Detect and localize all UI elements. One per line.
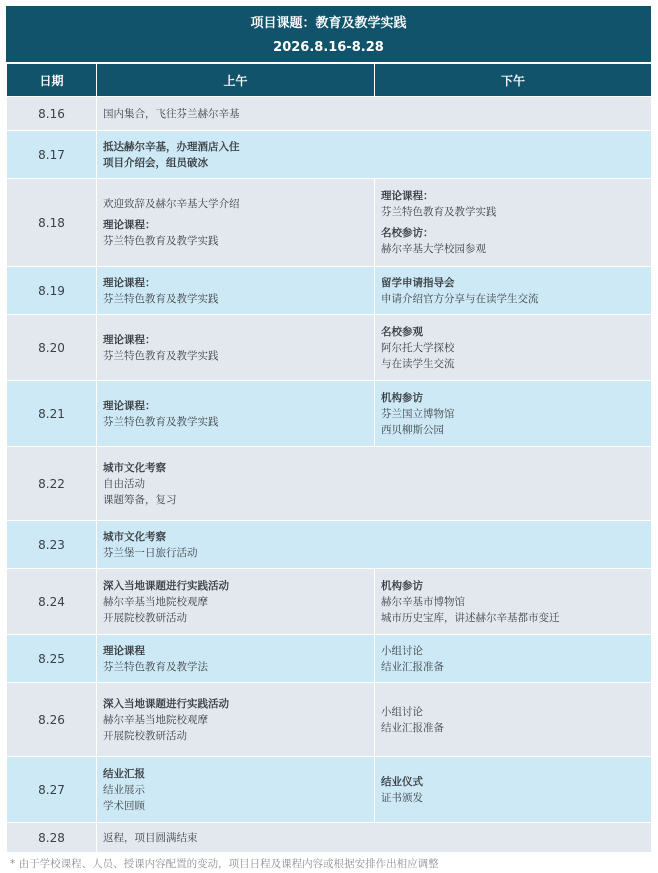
activity-line: 机构参访 — [381, 579, 423, 592]
activity-line: 深入当地课题进行实践活动 — [103, 579, 229, 592]
table-row — [7, 447, 652, 521]
row-date: 8.16 — [7, 97, 97, 131]
morning-cell — [97, 381, 375, 447]
header-morning: 上午 — [97, 64, 375, 97]
table-row — [7, 381, 652, 447]
activity-line: 理论课程： — [381, 190, 434, 202]
afternoon-cell — [375, 683, 652, 757]
activity-line: 城市文化考察 — [103, 461, 166, 474]
activity-line: 芬兰特色教育及教学实践 — [103, 292, 219, 305]
row-date: 8.26 — [7, 683, 97, 757]
activity-line: 返程，项目圆满结束 — [103, 831, 198, 844]
schedule-title: 项目课题：教育及教学实践 — [250, 16, 407, 31]
row-date: 8.21 — [7, 381, 97, 447]
table-row — [7, 757, 652, 823]
activity-line: 理论课程： — [103, 399, 156, 412]
activity-line: 结业汇报准备 — [381, 660, 444, 673]
activity-line: 结业汇报 — [103, 767, 145, 780]
table-row — [7, 179, 652, 267]
activity-line: 芬兰特色教育及教学法 — [103, 660, 208, 673]
activity-line: 理论课程： — [103, 333, 156, 346]
activity-line: 开展院校教研活动 — [103, 729, 187, 742]
activity-line: 芬兰特色教育及教学实践 — [103, 349, 219, 362]
activity-line: 机构参访 — [381, 391, 423, 404]
activity-line: 城市历史宝库，讲述赫尔辛基都市变迁 — [381, 611, 560, 624]
afternoon-cell — [375, 381, 652, 447]
afternoon-cell — [375, 635, 652, 683]
activity-line: 学术回顾 — [103, 799, 145, 812]
morning-cell — [97, 683, 375, 757]
activity-line: 结业仪式 — [381, 775, 423, 788]
morning-cell — [97, 267, 375, 315]
schedule-container — [6, 6, 651, 853]
activity-line: 芬兰特色教育及教学实践 — [103, 235, 219, 247]
activity-line: 证书颁发 — [381, 791, 423, 804]
activity-line: 小组讨论 — [381, 705, 423, 718]
activity-line: 赫尔辛基大学校园参观 — [381, 243, 486, 255]
afternoon-cell — [375, 569, 652, 635]
activity-line: 深入当地课题进行实践活动 — [103, 697, 229, 710]
activity-line: 与在读学生交流 — [381, 357, 455, 370]
activity-line: 理论课程 — [103, 644, 145, 657]
activity-line: 开展院校教研活动 — [103, 611, 187, 624]
table-row — [7, 267, 652, 315]
morning-cell — [97, 447, 652, 521]
morning-cell — [97, 823, 652, 853]
activity-line: 理论课程： — [103, 276, 156, 289]
row-date: 8.17 — [7, 131, 97, 179]
afternoon-cell — [375, 267, 652, 315]
row-date: 8.20 — [7, 315, 97, 381]
activity-line: 留学申请指导会 — [381, 276, 455, 289]
table-header-row — [7, 64, 652, 97]
activity-line: 芬兰国立博物馆 — [381, 407, 455, 420]
activity-line: 赫尔辛基当地院校观摩 — [103, 713, 208, 726]
activity-line: 申请介绍官方分享与在读学生交流 — [381, 292, 539, 305]
activity-line: 名校参访： — [381, 227, 434, 239]
afternoon-cell — [375, 315, 652, 381]
row-date: 8.23 — [7, 521, 97, 569]
row-date: 8.18 — [7, 179, 97, 267]
table-row — [7, 315, 652, 381]
activity-line: 课题筹备，复习 — [103, 493, 177, 506]
activity-line: 国内集合，飞往芬兰赫尔辛基 — [103, 107, 240, 120]
schedule-body — [7, 97, 652, 853]
activity-line: 阿尔托大学探校 — [381, 341, 455, 354]
morning-cell — [97, 635, 375, 683]
activity-line: 西贝柳斯公园 — [381, 423, 444, 436]
morning-cell — [97, 757, 375, 823]
row-date: 8.28 — [7, 823, 97, 853]
header-afternoon: 下午 — [375, 64, 652, 97]
morning-cell — [97, 521, 652, 569]
activity-line: 芬兰特色教育及教学实践 — [381, 206, 497, 218]
row-date: 8.24 — [7, 569, 97, 635]
table-row — [7, 131, 652, 179]
activity-line: 抵达赫尔辛基，办理酒店入住 — [103, 140, 240, 153]
table-row — [7, 569, 652, 635]
activity-line: 欢迎致辞及赫尔辛基大学介绍 — [103, 198, 240, 210]
footnote: * 由于学校课程、人员、授课内容配置的变动，项目日程及课程内容或根据安排作出相应调整 — [10, 858, 439, 870]
row-date: 8.25 — [7, 635, 97, 683]
morning-cell — [97, 131, 652, 179]
activity-line: 赫尔辛基当地院校观摩 — [103, 595, 208, 608]
table-row — [7, 683, 652, 757]
row-date: 8.19 — [7, 267, 97, 315]
table-row — [7, 823, 652, 853]
activity-line: 芬兰堡一日旅行活动 — [103, 546, 198, 559]
activity-line: 名校参观 — [381, 325, 423, 338]
table-row — [7, 97, 652, 131]
activity-line: 结业汇报准备 — [381, 721, 444, 734]
schedule-title-block — [6, 6, 651, 63]
activity-line: 城市文化考察 — [103, 530, 166, 543]
afternoon-cell — [375, 179, 652, 267]
header-date: 日期 — [7, 64, 97, 97]
activity-line: 理论课程： — [103, 219, 156, 231]
activity-line: 自由活动 — [103, 477, 145, 490]
activity-line: 芬兰特色教育及教学实践 — [103, 415, 219, 428]
row-date: 8.27 — [7, 757, 97, 823]
row-date: 8.22 — [7, 447, 97, 521]
morning-cell — [97, 569, 375, 635]
activity-line: 小组讨论 — [381, 644, 423, 657]
morning-cell — [97, 97, 652, 131]
schedule-table — [6, 63, 652, 853]
activity-line: 结业展示 — [103, 783, 145, 796]
morning-cell — [97, 179, 375, 267]
morning-cell — [97, 315, 375, 381]
table-row — [7, 521, 652, 569]
afternoon-cell — [375, 757, 652, 823]
activity-line: 赫尔辛基市博物馆 — [381, 595, 465, 608]
activity-line: 项目介绍会，组员破冰 — [103, 156, 208, 169]
schedule-date-range: 2026.8.16-8.28 — [273, 40, 384, 55]
table-row — [7, 635, 652, 683]
